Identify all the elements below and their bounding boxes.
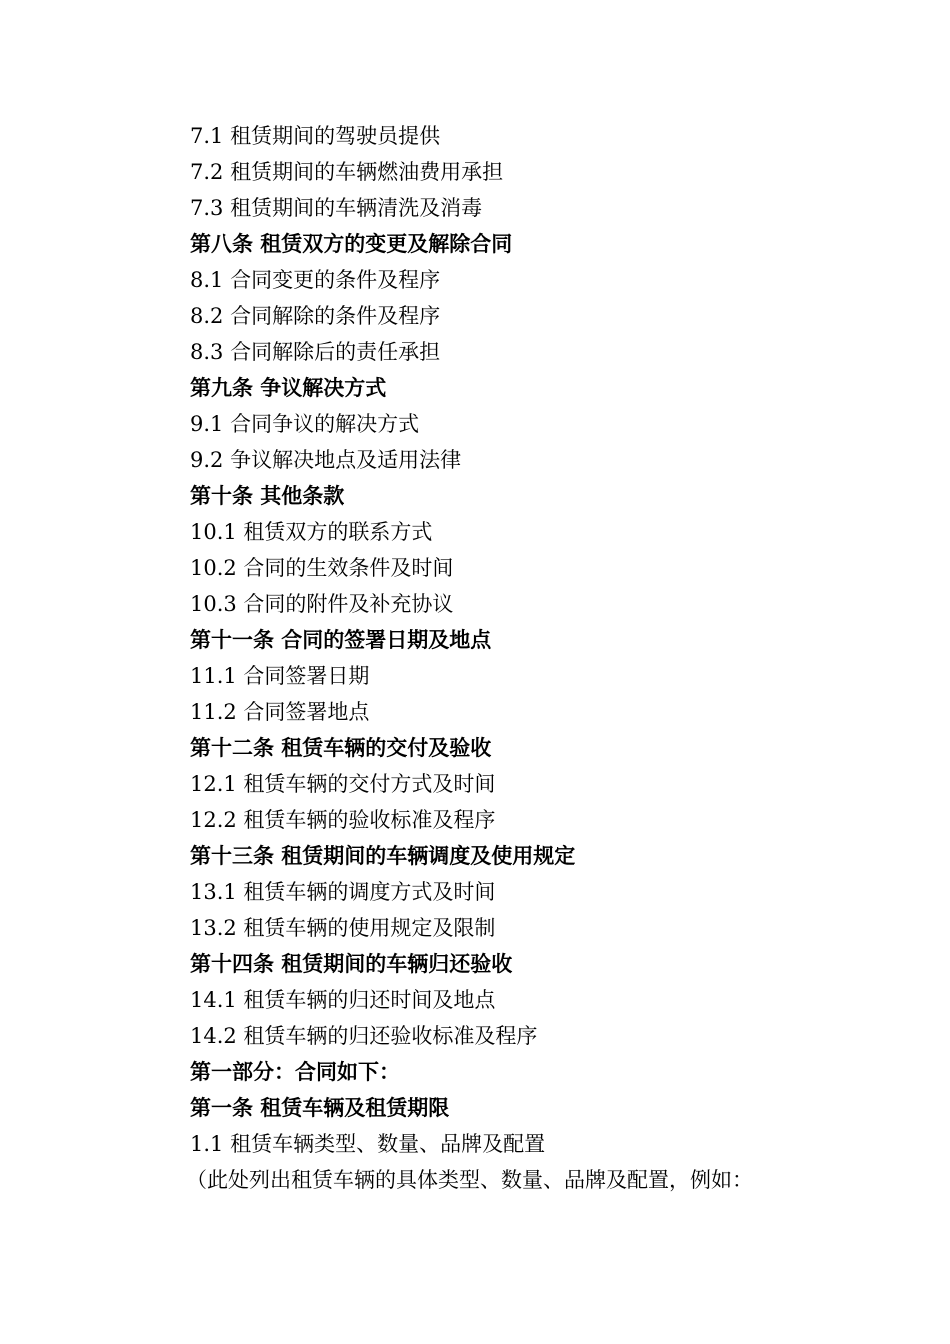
clause-item-7-2: 7.2 租赁期间的车辆燃油费用承担 — [190, 160, 504, 184]
article-heading-12: 第十二条 租赁车辆的交付及验收 — [190, 736, 492, 760]
paragraph-text: （此处列出租赁车辆的具体类型、数量、品牌及配置，例如： — [186, 1168, 753, 1192]
article-heading-9: 第九条 争议解决方式 — [190, 376, 387, 400]
clause-item-12-1: 12.1 租赁车辆的交付方式及时间 — [190, 772, 496, 796]
clause-item-9-2: 9.2 争议解决地点及适用法律 — [190, 448, 462, 472]
article-heading-11: 第十一条 合同的签署日期及地点 — [190, 628, 492, 652]
clause-item-8-1: 8.1 合同变更的条件及程序 — [190, 268, 441, 292]
clause-item-8-3: 8.3 合同解除后的责任承担 — [190, 340, 441, 364]
clause-item-7-1: 7.1 租赁期间的驾驶员提供 — [190, 124, 441, 148]
clause-item-13-1: 13.1 租赁车辆的调度方式及时间 — [190, 880, 496, 904]
clause-item-11-2: 11.2 合同签署地点 — [190, 700, 370, 724]
clause-item-14-1: 14.1 租赁车辆的归还时间及地点 — [190, 988, 496, 1012]
clause-item-9-1: 9.1 合同争议的解决方式 — [190, 412, 420, 436]
article-heading-8: 第八条 租赁双方的变更及解除合同 — [190, 232, 513, 256]
article-heading-1: 第一条 租赁车辆及租赁期限 — [190, 1096, 450, 1120]
clause-item-10-2: 10.2 合同的生效条件及时间 — [190, 556, 454, 580]
article-heading-14: 第十四条 租赁期间的车辆归还验收 — [190, 952, 513, 976]
clause-item-8-2: 8.2 合同解除的条件及程序 — [190, 304, 441, 328]
clause-item-10-1: 10.1 租赁双方的联系方式 — [190, 520, 433, 544]
clause-item-11-1: 11.1 合同签署日期 — [190, 664, 370, 688]
clause-item-13-2: 13.2 租赁车辆的使用规定及限制 — [190, 916, 496, 940]
document-body — [186, 118, 830, 1198]
clause-item-14-2: 14.2 租赁车辆的归还验收标准及程序 — [190, 1024, 538, 1048]
clause-item-10-3: 10.3 合同的附件及补充协议 — [190, 592, 454, 616]
clause-item-12-2: 12.2 租赁车辆的验收标准及程序 — [190, 808, 496, 832]
clause-item-7-3: 7.3 租赁期间的车辆清洗及消毒 — [190, 196, 483, 220]
article-heading-10: 第十条 其他条款 — [190, 484, 345, 508]
part-heading-1: 第一部分：合同如下： — [190, 1060, 400, 1084]
article-heading-13: 第十三条 租赁期间的车辆调度及使用规定 — [190, 844, 576, 868]
clause-item-1-1: 1.1 租赁车辆类型、数量、品牌及配置 — [190, 1132, 546, 1156]
